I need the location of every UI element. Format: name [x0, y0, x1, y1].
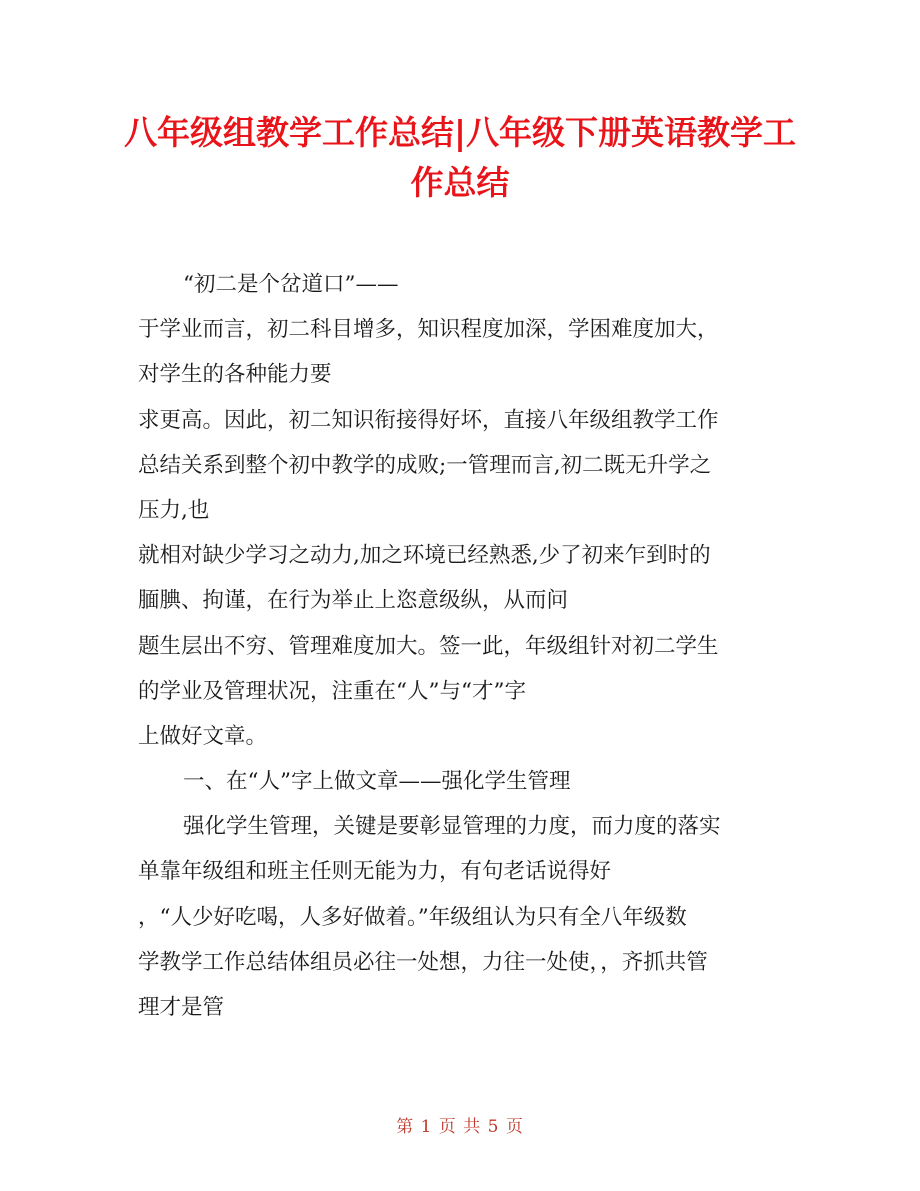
title-line-2: 作总结 [410, 163, 510, 202]
body-text-line: 对学生的各种能力要 [138, 362, 332, 388]
body-text-line: 单靠年级组和班主任则无能为力，有句老话说得好 [138, 859, 612, 885]
document-body [138, 262, 788, 1030]
body-text-line: 的学业及管理状况，注重在“人”与“才”字 [138, 678, 526, 704]
body-text-line: 求更高。因此，初二知识衔接得好坏，直接八年级组教学工作 [138, 407, 719, 433]
body-text-line: 总结关系到整个初中教学的成败;一管理而言,初二既无升学之 [138, 452, 712, 478]
body-text-line: 就相对缺少学习之动力,加之环境已经熟悉,少了初来乍到时的 [138, 543, 711, 569]
body-text-line: 上做好文章。 [138, 723, 268, 749]
body-text-line: ，“人少好吃喝，人多好做着。”年级组认为只有全八年级数 [138, 904, 687, 930]
title-line-1: 八年级组教学工作总结|八年级下册英语教学工 [123, 113, 797, 152]
body-text-line: 一、在“人”字上做文章——强化学生管理 [183, 769, 571, 795]
body-text-line: “初二是个岔道口”—— [183, 272, 399, 297]
body-text-line: 题生层出不穷、管理难度加大。签一此，年级组针对初二学生 [138, 633, 719, 659]
body-text-line: 压力,也 [138, 497, 210, 523]
document-title [120, 108, 800, 208]
body-text-line: 学教学工作总结体组员必往一处想，力往一处使，，齐抓共管 [138, 949, 708, 975]
body-text-line: 于学业而言，初二科目增多，知识程度加深，学困难度加大， [138, 317, 719, 343]
page-footer: 第 1 页 共 5 页 [396, 1117, 524, 1137]
body-text-line: 理才是管 [138, 995, 225, 1020]
body-text-line: 腼腆、拘谨，在行为举止上恣意级纵，从而问 [138, 588, 569, 614]
body-text-line: 强化学生管理，关键是要彰显管理的力度，而力度的落实 [183, 814, 721, 840]
